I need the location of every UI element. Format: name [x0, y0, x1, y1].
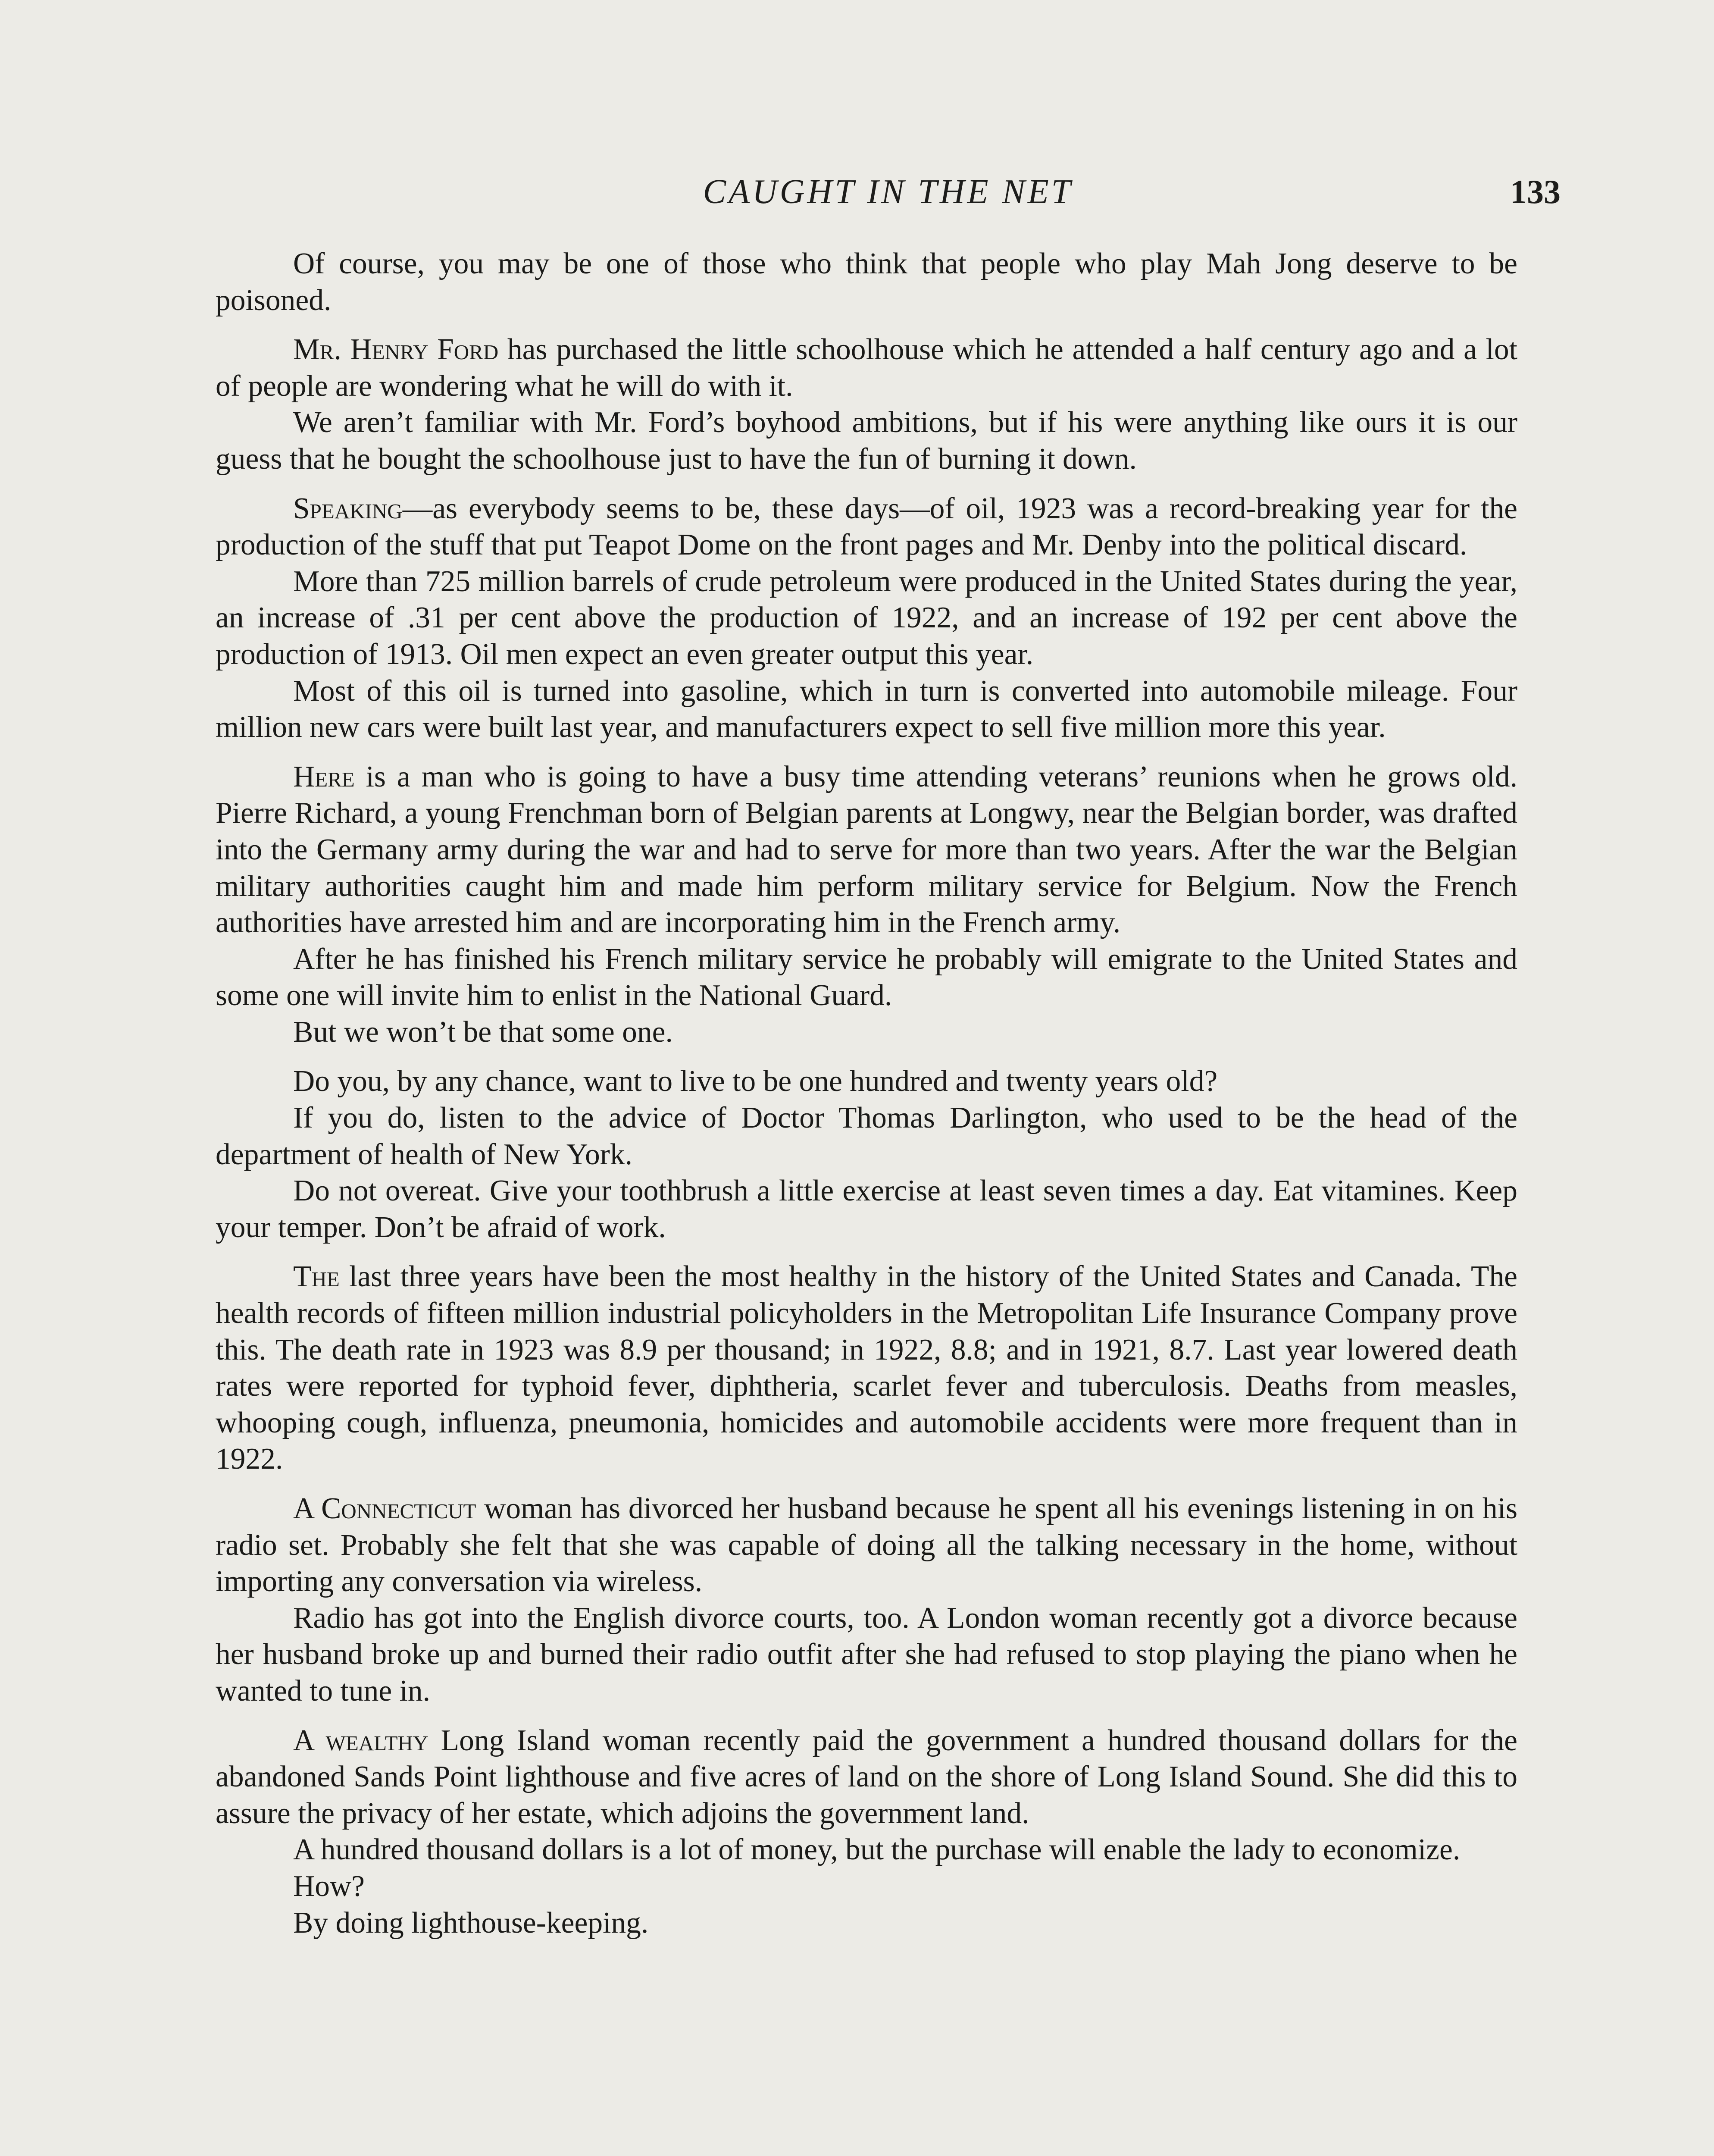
paragraph-text: After he has finished his French military service he probably will emigrate to the United States and some one will invite him to enlist in the National Guard.	[216, 942, 1517, 1012]
news-item	[216, 491, 1517, 746]
page-number: 133	[1510, 173, 1561, 210]
paragraph-text: woman has divorced her husband because he spent all his evenings listening in on his radio set. Probably she felt that she was capable of doing all the talking necessary in the home, without importing any conversation via wireless.	[216, 1492, 1518, 1598]
paragraph-text: How?	[293, 1869, 365, 1903]
paragraph-text: More than 725 million barrels of crude petroleum were produced in the United States during the year, an increase of .31 per cent above the production of 1922, and an increase of 192 per cent above the production of 1913. Oil men expect an even greater output this year.	[216, 564, 1517, 671]
news-item	[216, 1491, 1517, 1710]
news-item	[216, 1063, 1517, 1246]
news-item	[216, 332, 1517, 477]
paragraph	[216, 1832, 1517, 1868]
paragraph-text: Most of this oil is turned into gasoline, which in turn is converted into automobile mileage. Four million new cars were built last year, and manufacturers expect to sell five million more this year.	[216, 674, 1517, 744]
paragraph-text: We aren’t familiar with Mr. Ford’s boyhood ambitions, but if his were anything like ours it is our guess that he bought the schoolhouse just to have the fun of burning it down.	[216, 406, 1517, 476]
running-title: CAUGHT IN THE NET	[703, 173, 1073, 211]
paragraph-text: Radio has got into the English divorce courts, too. A London woman recently got a divorce because her husband broke up and burned their radio outfit after she had refused to stop playing the piano when he wanted to tune in.	[216, 1601, 1517, 1708]
paragraph	[216, 1491, 1517, 1600]
paragraph	[216, 941, 1517, 1014]
news-item	[216, 1259, 1517, 1478]
paragraph-text: Do not overeat. Give your toothbrush a little exercise at least seven times a day. Eat vitamines. Keep your temper. Don’t be afraid of work.	[216, 1174, 1517, 1244]
paragraph	[216, 1173, 1517, 1246]
paragraph	[216, 1014, 1517, 1051]
paragraph-text: By doing lighthouse-keeping.	[293, 1906, 649, 1940]
paragraph-text: is a man who is going to have a busy time attending veterans’ reunions when he grows old. Pierre Richard, a young Frenchman born of Belgian parents at Longwy, near the Belgian border, was drafted into the Germany army during the war and had to serve for more than two years. After the war the Belgian military authorities caught him and made him perform military service for Belgium. Now the French authorities have arrested him and are incorporating him in the French army.	[216, 760, 1517, 940]
paragraph-text: Of course, you may be one of those who think that people who play Mah Jong deserve to be poisoned.	[216, 247, 1517, 317]
paragraph	[216, 1063, 1517, 1100]
item-lead-words: A wealthy	[293, 1724, 428, 1757]
news-item	[216, 759, 1517, 1051]
paragraph-text: —as everybody seems to be, these days—of oil, 1923 was a record-breaking year for the production of the stuff that put Teapot Dome on the front pages and Mr. Denby into the political discard.	[216, 492, 1517, 562]
paragraph	[216, 1100, 1517, 1173]
item-lead-words: A Connecticut	[293, 1492, 476, 1525]
paragraph	[216, 673, 1517, 746]
paragraph-text: last three years have been the most healthy in the history of the United States and Canada. The health records of fifteen million industrial policyholders in the Metropolitan Life Insurance Company prove this. The death rate in 1923 was 8.9 per thousand; in 1922, 8.8; and in 1921, 8.7. Last year lowered death rates were reported for typhoid fever, diphtheria, scarlet fever and tuberculosis. Deaths from measles, whooping cough, influenza, pneumonia, homicides and automobile accidents were more frequent than in 1922.	[216, 1260, 1517, 1476]
paragraph	[216, 332, 1517, 404]
paragraph	[216, 1868, 1517, 1905]
paragraph	[216, 1723, 1517, 1832]
paragraph-text: A hundred thousand dollars is a lot of money, but the purchase will enable the lady to economize.	[293, 1833, 1461, 1867]
item-lead-words: Here	[293, 760, 355, 793]
paragraph-text: If you do, listen to the advice of Doctor Thomas Darlington, who used to be the head of the department of health of New York.	[216, 1101, 1517, 1171]
paragraph	[216, 491, 1517, 564]
paragraph-text: Long Island woman recently paid the government a hundred thousand dollars for the abandoned Sands Point lighthouse and five acres of land on the shore of Long Island Sound. She did this to assure the privacy of her estate, which adjoins the government land.	[216, 1724, 1518, 1830]
item-lead-words: The	[293, 1260, 340, 1294]
item-lead-words: Mr. Henry Ford	[293, 333, 499, 367]
page-header	[216, 172, 1561, 220]
paragraph	[216, 1600, 1517, 1710]
item-lead-words: Speaking	[293, 492, 403, 525]
paragraph	[216, 564, 1517, 673]
paragraph-text: But we won’t be that some one.	[293, 1015, 673, 1049]
paragraph	[216, 1259, 1517, 1478]
paragraph	[216, 1905, 1517, 1942]
paragraph	[216, 246, 1517, 319]
article-body	[216, 246, 1517, 1954]
news-item	[216, 1723, 1517, 1942]
paragraph-text: Do you, by any chance, want to live to be one hundred and twenty years old?	[293, 1065, 1218, 1098]
paragraph	[216, 759, 1517, 941]
paragraph-text: has purchased the little schoolhouse which he attended a half century ago and a lot of people are wondering what he will do with it.	[216, 333, 1517, 403]
paragraph	[216, 404, 1517, 477]
news-item	[216, 246, 1517, 319]
